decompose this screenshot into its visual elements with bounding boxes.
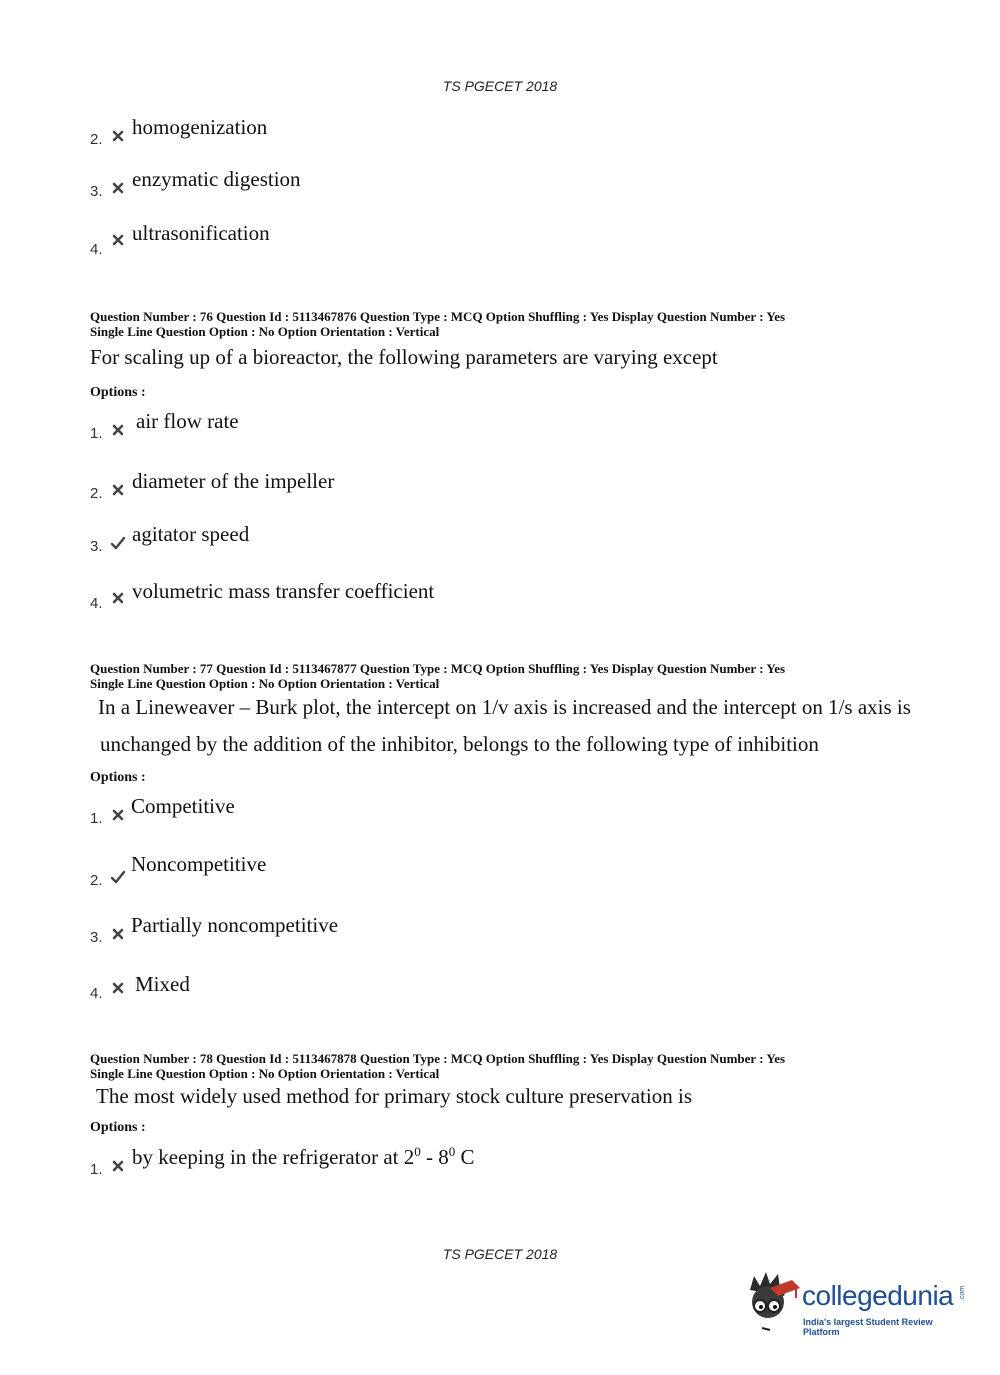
cross-icon [110, 1158, 126, 1174]
logo-domain-suffix: .com [959, 1285, 967, 1302]
option-number: 1. [90, 425, 103, 442]
cross-icon [110, 180, 126, 196]
option-number: 4. [90, 985, 103, 1002]
option-text: volumetric mass transfer coefficient [132, 579, 435, 603]
cross-icon [110, 422, 126, 438]
question-meta-line: Question Number : 76 Question Id : 5113467876 Question Type : MCQ Option Shuffling : Yes Display Question Number : Yes [90, 309, 786, 324]
question-meta [90, 661, 785, 691]
option-number: 4. [90, 241, 103, 258]
option-text-part: C [455, 1145, 475, 1169]
options-label: Options : [90, 385, 146, 400]
cross-icon [110, 232, 126, 248]
question-text: unchanged by the addition of the inhibitor, belongs to the following type of inhibition [100, 732, 819, 756]
option-text: agitator speed [132, 522, 250, 546]
question-meta-line: Single Line Question Option : No Option Orientation : Vertical [90, 676, 440, 691]
option-text-part: by keeping in the refrigerator at 2 [132, 1145, 415, 1169]
option-number: 3. [90, 929, 103, 946]
option-number: 2. [90, 872, 103, 889]
option-text [132, 1144, 474, 1170]
mascot-icon [740, 1268, 802, 1338]
option-text: ultrasonification [132, 221, 270, 245]
options-label: Options : [90, 770, 146, 785]
cross-icon [110, 590, 126, 606]
logo-tagline: India's largest Student Review Platform [803, 1317, 933, 1337]
option-text: diameter of the impeller [132, 469, 335, 493]
superscript: 0 [414, 1144, 421, 1159]
option-number: 1. [90, 1161, 103, 1178]
option-number: 3. [90, 538, 103, 555]
question-meta [90, 309, 785, 339]
option-text: enzymatic digestion [132, 167, 301, 191]
option-text-part: - 8 [420, 1145, 449, 1169]
page-header: TS PGECET 2018 [442, 78, 558, 94]
option-text: Competitive [131, 794, 235, 818]
checkmark-icon [110, 869, 126, 885]
option-number: 2. [90, 131, 103, 148]
cross-icon [110, 926, 126, 942]
logo-brand: collegedunia [802, 1280, 954, 1311]
cross-icon [110, 482, 126, 498]
question-meta-line: Single Line Question Option : No Option Orientation : Vertical [90, 324, 440, 339]
option-number: 3. [90, 183, 103, 200]
cross-icon [110, 980, 126, 996]
options-label: Options : [90, 1120, 146, 1135]
option-text: Noncompetitive [131, 852, 267, 876]
question-meta [90, 1051, 785, 1081]
question-text: The most widely used method for primary stock culture preservation is [96, 1084, 693, 1108]
superscript: 0 [448, 1144, 456, 1159]
option-text: Mixed [135, 972, 190, 996]
cross-icon [110, 807, 126, 823]
option-number: 1. [90, 810, 103, 827]
question-meta-line: Single Line Question Option : No Option Orientation : Vertical [90, 1066, 440, 1081]
question-text: In a Lineweaver – Burk plot, the intercept on 1/v axis is increased and the intercept on 1/s axis is [98, 695, 911, 719]
page-footer: TS PGECET 2018 [442, 1246, 558, 1262]
checkmark-icon [110, 535, 126, 551]
collegedunia-logo [740, 1268, 970, 1338]
option-number: 4. [90, 595, 103, 612]
option-text: Partially noncompetitive [131, 913, 339, 937]
question-meta-line: Question Number : 77 Question Id : 5113467877 Question Type : MCQ Option Shuffling : Yes Display Question Number : Yes [90, 661, 786, 676]
cross-icon [110, 128, 126, 144]
question-text: For scaling up of a bioreactor, the following parameters are varying except [90, 345, 718, 369]
option-text: homogenization [132, 115, 268, 139]
question-meta-line: Question Number : 78 Question Id : 5113467878 Question Type : MCQ Option Shuffling : Yes Display Question Number : Yes [90, 1051, 786, 1066]
option-text: air flow rate [136, 409, 239, 433]
option-number: 2. [90, 485, 103, 502]
